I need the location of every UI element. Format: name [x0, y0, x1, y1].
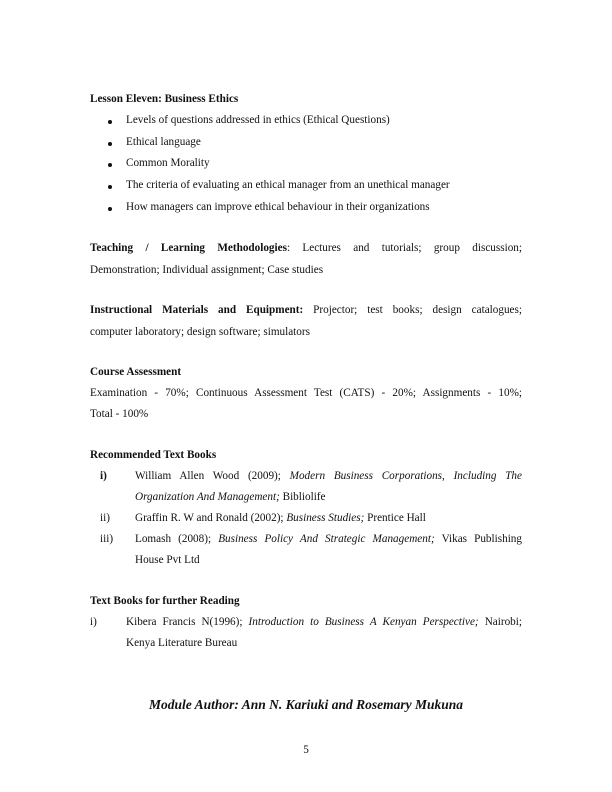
recommended-heading: Recommended Text Books	[90, 449, 217, 461]
item-number: ii)	[100, 512, 110, 524]
item-number: i)	[90, 616, 97, 628]
page-number: 5	[303, 744, 309, 756]
recommended-book-3: Lomash (2008); Business Policy And Strategic Management; Vikas Publishing	[135, 533, 522, 545]
recommended-book-1-cont: Organization And Management; Bibliolife	[135, 491, 326, 503]
bullet-icon	[108, 142, 112, 146]
bullet-icon	[108, 185, 112, 189]
teaching-line2: Demonstration; Individual assignment; Case studies	[90, 264, 324, 276]
assessment-line1: Examination - 70%; Continuous Assessment Test (CATS) - 20%; Assignments - 10%;	[90, 387, 522, 399]
assessment-heading: Course Assessment	[90, 366, 182, 378]
list-item: Common Morality	[126, 157, 210, 169]
bullet-icon	[108, 120, 112, 124]
recommended-book-3-cont: House Pvt Ltd	[135, 554, 200, 566]
recommended-book-2: Graffin R. W and Ronald (2002); Business Studies; Prentice Hall	[135, 512, 426, 524]
materials-line2: computer laboratory; design software; simulators	[90, 326, 310, 338]
bullet-icon	[108, 207, 112, 211]
item-number: iii)	[100, 533, 114, 545]
recommended-book-1: William Allen Wood (2009); Modern Business Corporations, Including The	[135, 470, 522, 482]
further-reading-heading: Text Books for further Reading	[90, 595, 240, 607]
lesson-title: Lesson Eleven: Business Ethics	[90, 93, 239, 105]
bullet-icon	[108, 163, 112, 167]
teaching-methodologies: Teaching / Learning Methodologies: Lectures and tutorials; group discussion;	[90, 242, 522, 254]
item-number: i)	[100, 470, 107, 482]
instructional-materials: Instructional Materials and Equipment: Projector; test books; design catalogues;	[90, 304, 522, 316]
list-item: Levels of questions addressed in ethics (Ethical Questions)	[126, 114, 390, 126]
further-book-1-cont: Kenya Literature Bureau	[126, 637, 238, 649]
list-item: The criteria of evaluating an ethical manager from an unethical manager	[126, 179, 450, 191]
list-item: Ethical language	[126, 136, 201, 148]
teaching-label: Teaching / Learning Methodologies	[90, 242, 287, 254]
list-item: How managers can improve ethical behaviour in their organizations	[126, 201, 430, 213]
assessment-line2: Total - 100%	[90, 408, 149, 420]
further-book-1: Kibera Francis N(1996); Introduction to Business A Kenyan Perspective; Nairobi;	[126, 616, 522, 628]
module-author: Module Author: Ann N. Kariuki and Rosemary Mukuna	[148, 697, 464, 712]
materials-label: Instructional Materials and Equipment:	[90, 304, 304, 316]
